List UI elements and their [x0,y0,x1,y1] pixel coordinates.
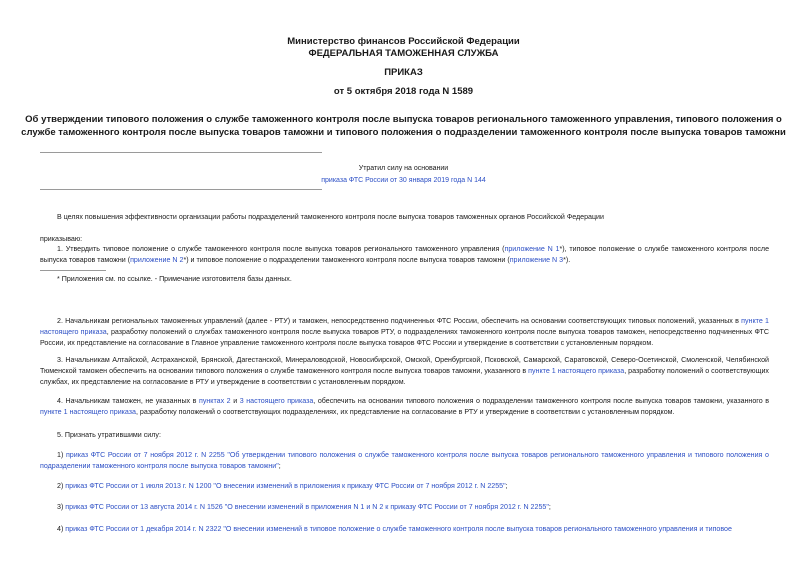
repealed-item-1: 1) приказ ФТС России от 7 ноября 2012 г. N 2255 "Об утверждении типового положения о службе таможенного контроля после выпуска товаров регионального таможенного управления и типового положения о подразделении таможенного контроля после выпуска товаров таможни"; [40,451,769,470]
paragraph-2: 2. Начальникам региональных таможенных управлений (далее - РТУ) и таможен, непосредственно подчиненных ФТС России, обеспечить на основании соответствующих типовых положений, указанных в пункте 1 настоящего приказа, разработку положений о службах таможенного контроля после выпуска товаров РТУ, о подразделениях таможенного контроля после выпуска товаров таможен, непосредственно подчиненных ФТС России, их представление на согласование в Главное управление таможенного контроля после выпуска товаров ФТС России и утверждение в соответствии с установленным порядком. [40,317,769,347]
repealed-order-1200-link[interactable]: приказ ФТС России от 1 июля 2013 г. N 1200 "О внесении изменений в приложения к приказу ФТС России от 7 ноября 2012 г. N 2255" [65,482,506,490]
ministry-name: Министерство финансов Российской Федерации [287,36,520,47]
status-link-line [0,175,807,186]
appendix-3-link[interactable]: приложение N 3 [509,256,564,264]
point-1-order-link[interactable]: пункте 1 настоящего приказа [528,367,625,375]
this-order-link[interactable]: настоящего приказа [40,328,107,336]
repealed-order-2255-link[interactable]: приказ ФТС России от 7 ноября 2012 г. N 2255 "Об утверждении типового положения о службе таможенного контроля после выпуска товаров регионального таможенного управления и типового положения о [65,451,769,459]
status-note [0,163,807,174]
repealed-order-2255-link-cont[interactable]: подразделении таможенного контроля после выпуска товаров таможни" [40,462,279,470]
footnote: * Приложения см. по ссылке. - Примечание изготовителя базы данных. [57,275,292,283]
repeal-order-link[interactable]: приказа ФТС России от 30 января 2019 года N 144 [321,177,486,184]
divider [40,152,322,153]
repealed-order-1526-link[interactable]: приказ ФТС России от 13 августа 2014 г. N 1526 "О внесении изменений в приложения N 1 и N 2 к приказу ФТС России от 7 ноября 2012 г. N 2255" [65,503,549,511]
service-name: ФЕДЕРАЛЬНАЯ ТАМОЖЕННАЯ СЛУЖБА [308,48,499,59]
repealed-item-3: 3) приказ ФТС России от 13 августа 2014 г. N 1526 "О внесении изменений в приложения N 1 и N 2 к приказу ФТС России от 7 ноября 2012 г. N 2255"; [57,503,551,511]
order-word: приказываю: [40,235,83,243]
paragraph-3: 3. Начальникам Алтайской, Астраханской, Брянской, Дагестанской, Минераловодской, Новосибирской, Омской, Оренбургской, Псковской, Самарской, Саратовской, Северо-Осетинской, Смоленской, Челябинской Тюменской таможен обеспечить на основании типового положения о службе таможенного контроля после выпуска товаров таможни, указанного в пункте 1 настоящего приказа, разработку положений о соответствующих службах, их представление на согласование в РТУ и утверждение в соответствии с установленным порядком. [40,356,769,386]
document-date-number: от 5 октября 2018 года N 1589 [333,86,474,97]
repealed-order-2322-link[interactable]: приказ ФТС России от 1 декабря 2014 г. N 2322 "О внесении изменений в типовое положение о службе таможенного контроля после выпуска товаров регионального таможенного управления и типовое [65,525,732,533]
repealed-item-4: 4) приказ ФТС России от 1 декабря 2014 г. N 2322 "О внесении изменений в типовое положение о службе таможенного контроля после выпуска товаров регионального таможенного управления и типовое [57,525,732,533]
paragraph-1: 1. Утвердить типовое положение о службе таможенного контроля после выпуска товаров регионального таможенного управления (приложение N 1*), типовое положение о службе таможенного контроля после выпуска товаров таможни (приложение N 2*) и типовое положение о подразделении таможенного контроля после выпуска товаров таможни (приложение N 3*). [40,245,770,264]
appendix-1-link[interactable]: приложение N 1 [504,245,560,253]
document-title-line-1: Об утверждении типового положения о службе таможенного контроля после выпуска товаров регионального таможенного управления, типового положения о [25,114,782,125]
appendix-2-link[interactable]: приложение N 2 [130,256,184,264]
document-type: ПРИКАЗ [384,67,423,78]
point-1-order-link-2[interactable]: пункте 1 настоящего приказа [40,408,136,416]
points-2-link[interactable]: пунктах 2 [198,397,231,405]
divider [40,189,322,190]
footnote-divider [40,270,106,271]
point-3-order-link[interactable]: 3 настоящего приказа [239,397,314,405]
point-1-link[interactable]: пункте 1 [741,317,769,325]
paragraph-5: 5. Признать утратившими силу: [57,431,161,439]
repealed-item-2: 2) приказ ФТС России от 1 июля 2013 г. N 1200 "О внесении изменений в приложения к приказу ФТС России от 7 ноября 2012 г. N 2255"; [57,482,508,490]
paragraph-4: 4. Начальникам таможен, не указанных в пунктах 2 и 3 настоящего приказа, обеспечить на основании типового положения о подразделении таможенного контроля после выпуска товаров таможни, указанного в пункте 1 настоящего приказа, разработку положений о соответствующих подразделениях, их представление на согласование в РТУ и утверждение в соответствии с установленным порядком. [40,397,769,416]
preamble: В целях повышения эффективности организации работы подразделений таможенного контроля после выпуска товаров таможенных органов Российской Федерации [57,213,604,221]
document-title-line-2: службе таможенного контроля после выпуска товаров таможни и типового положения о подразделении таможенного контроля после выпуска товаров таможни [21,127,786,138]
status-text: Утратил силу на основании [358,165,449,172]
